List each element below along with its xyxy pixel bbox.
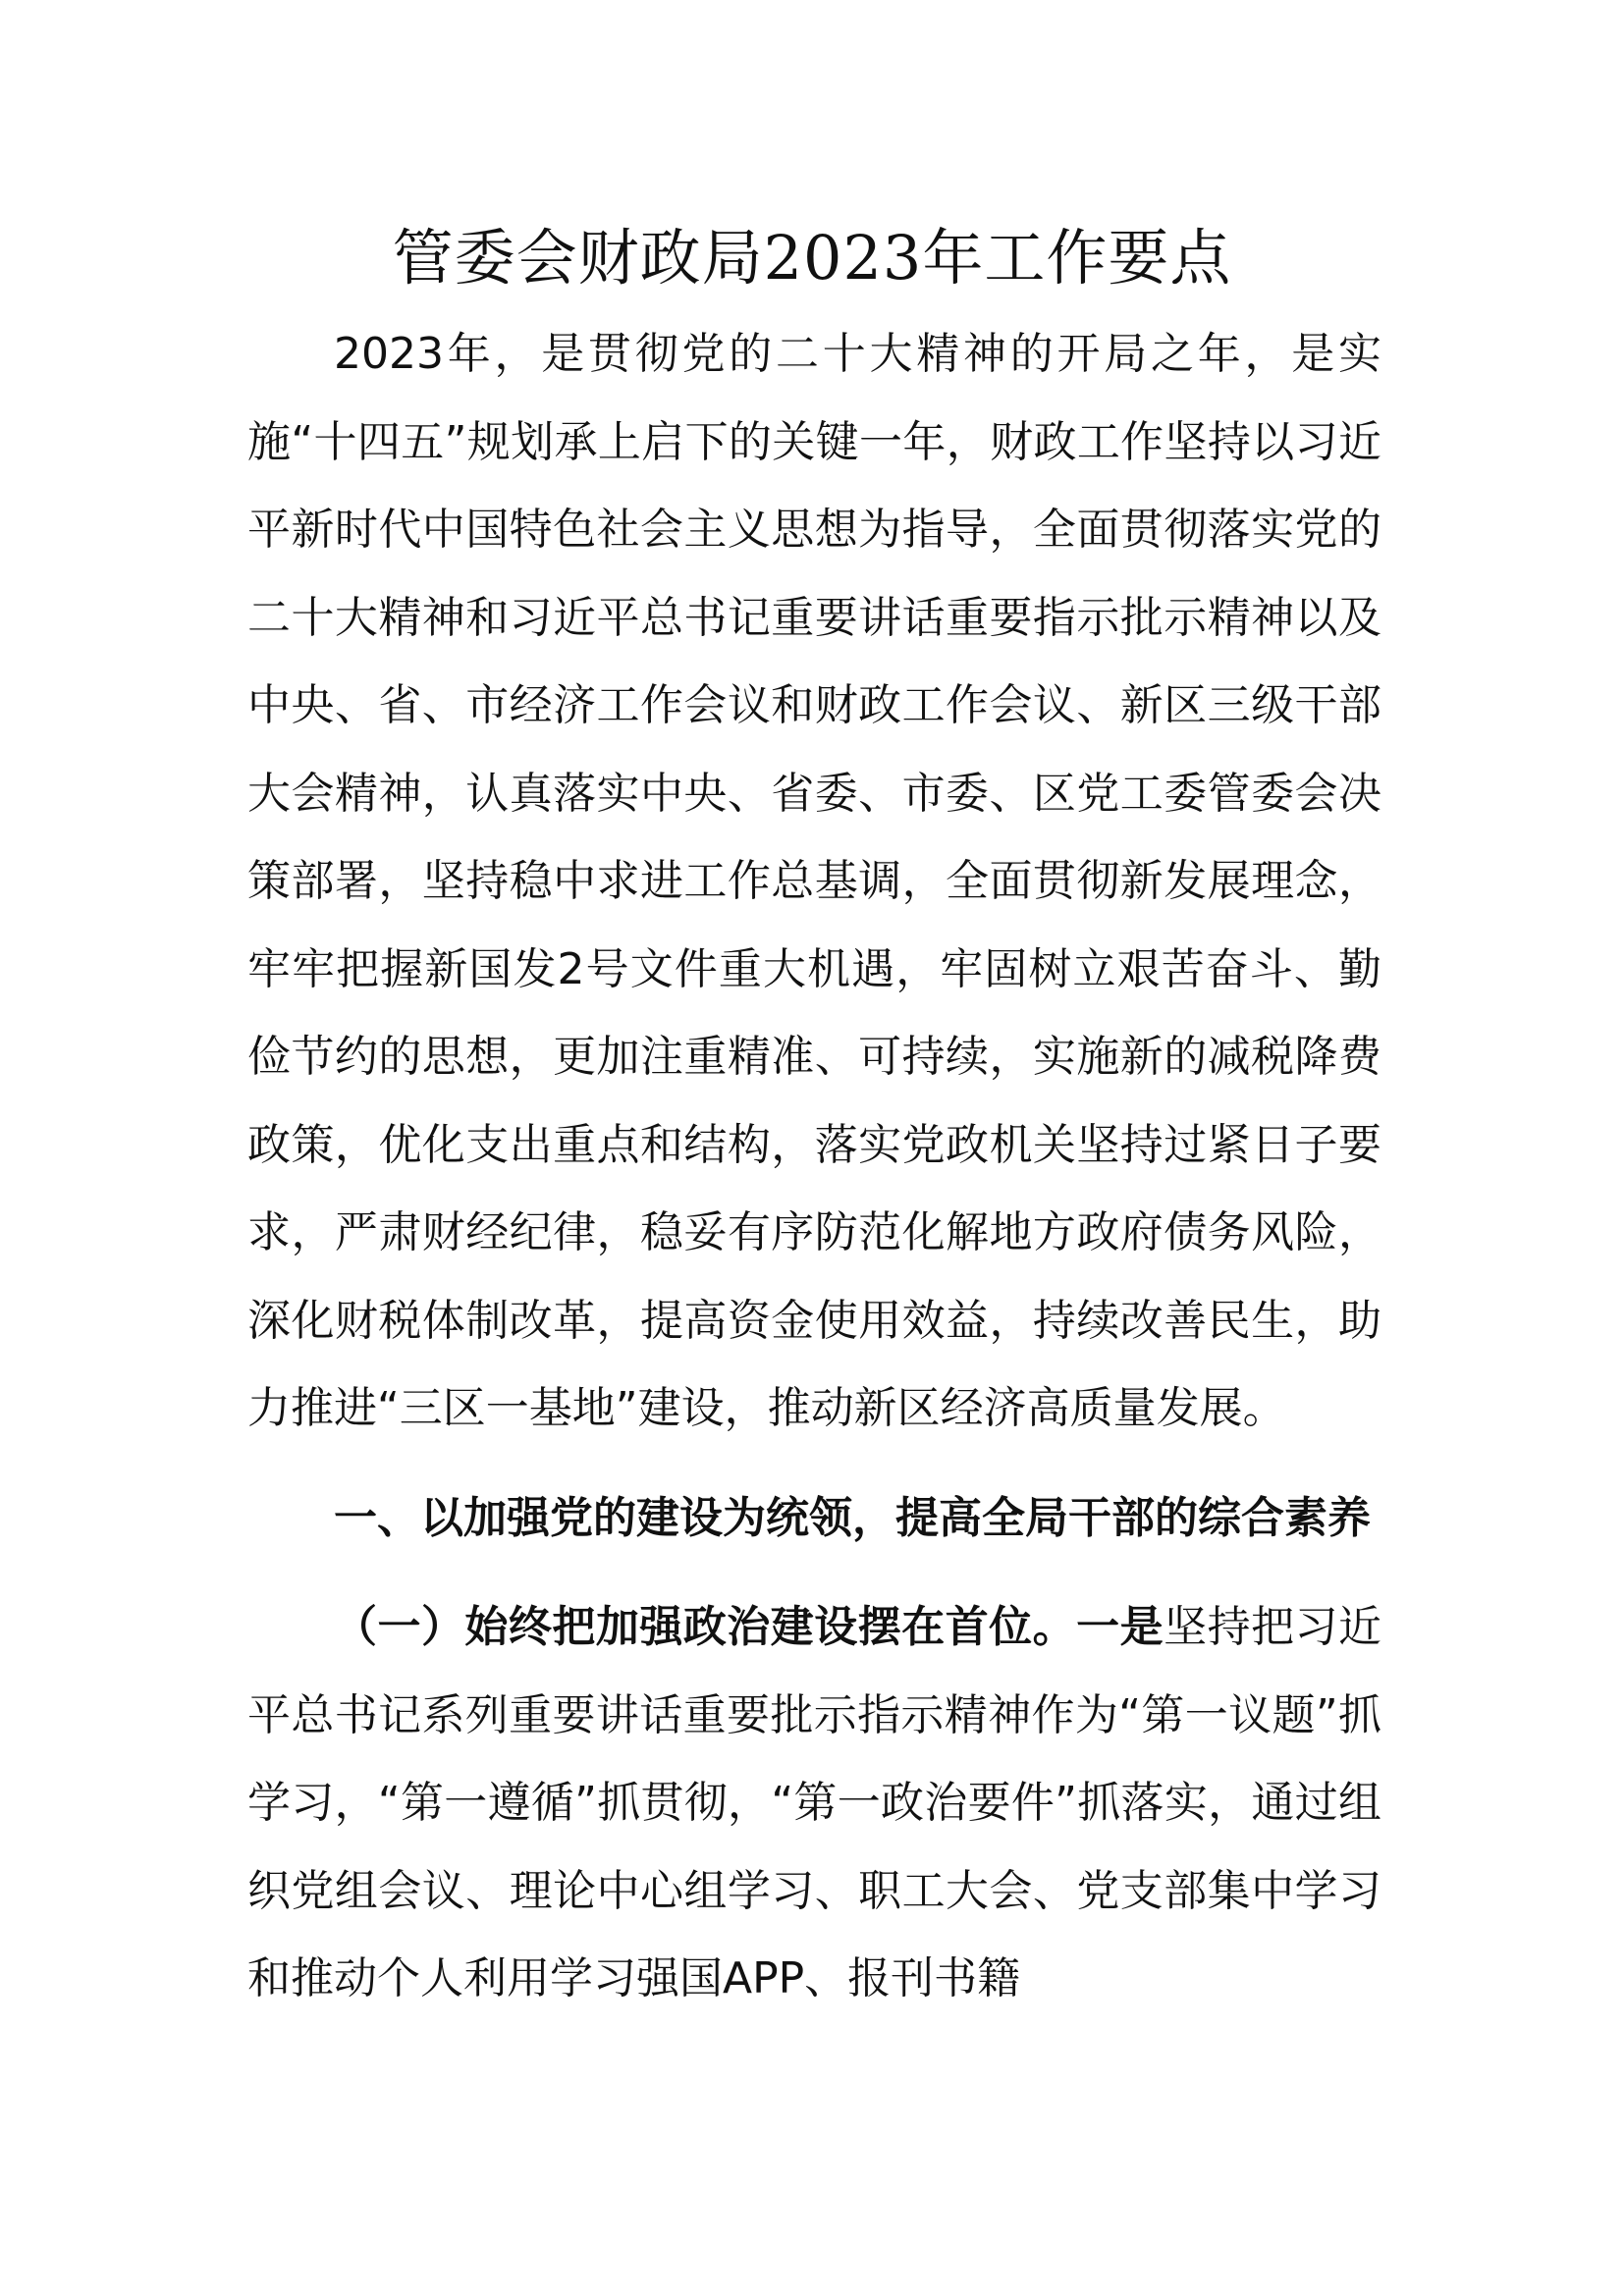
item-label: （一）始终把加强政治建设摆在首位。 — [334, 1602, 1077, 1652]
intro-paragraph: 2023年，是贯彻党的二十大精神的开局之年，是实施“十四五”规划承上启下的关键一年，财政工作坚持以习近平新时代中国特色社会主义思想为指导，全面贯彻落实党的二十大精神和习近平总书记重要讲话重要指示批示精神以及中央、省、市经济工作会议和财政工作会议、新区三级干部大会精神，认真落实中央、省委、市委、区党工委管委会决策部署，坚持稳中求进工作总基调，全面贯彻新发展理念，牢牢把握新国发2号文件重大机遇，牢固树立艰苦奋斗、勤俭节约的思想，更加注重精准、可持续，实施新的减税降费政策，优化支出重点和结构，落实党政机关坚持过紧日子要求，严肃财经纪律，稳妥有序防范化解地方政府债务风险，深化财税体制改革，提高资金使用效益，持续改善民生，助力推进“三区一基地”建设，推动新区经济高质量发展。 — [247, 329, 1381, 1433]
document-body — [247, 310, 1381, 2023]
item-paragraph — [247, 1583, 1381, 2023]
section-heading: 一、以加强党的建设为统领，提高全局干部的综合素养 — [334, 1492, 1371, 1543]
item-point-label: 一是 — [1076, 1602, 1164, 1652]
item-text: 坚持把习近平总书记系列重要讲话重要批示指示精神作为“第一议题”抓学习，“第一遵循”抓贯彻，“第一政治要件”抓落实，通过组织党组会议、理论中心组学习、职工大会、党支部集中学习和推动个人利用学习强国APP、报刊书籍 — [247, 1602, 1382, 2003]
document-title: 管委会财政局2023年工作要点 — [392, 222, 1232, 294]
